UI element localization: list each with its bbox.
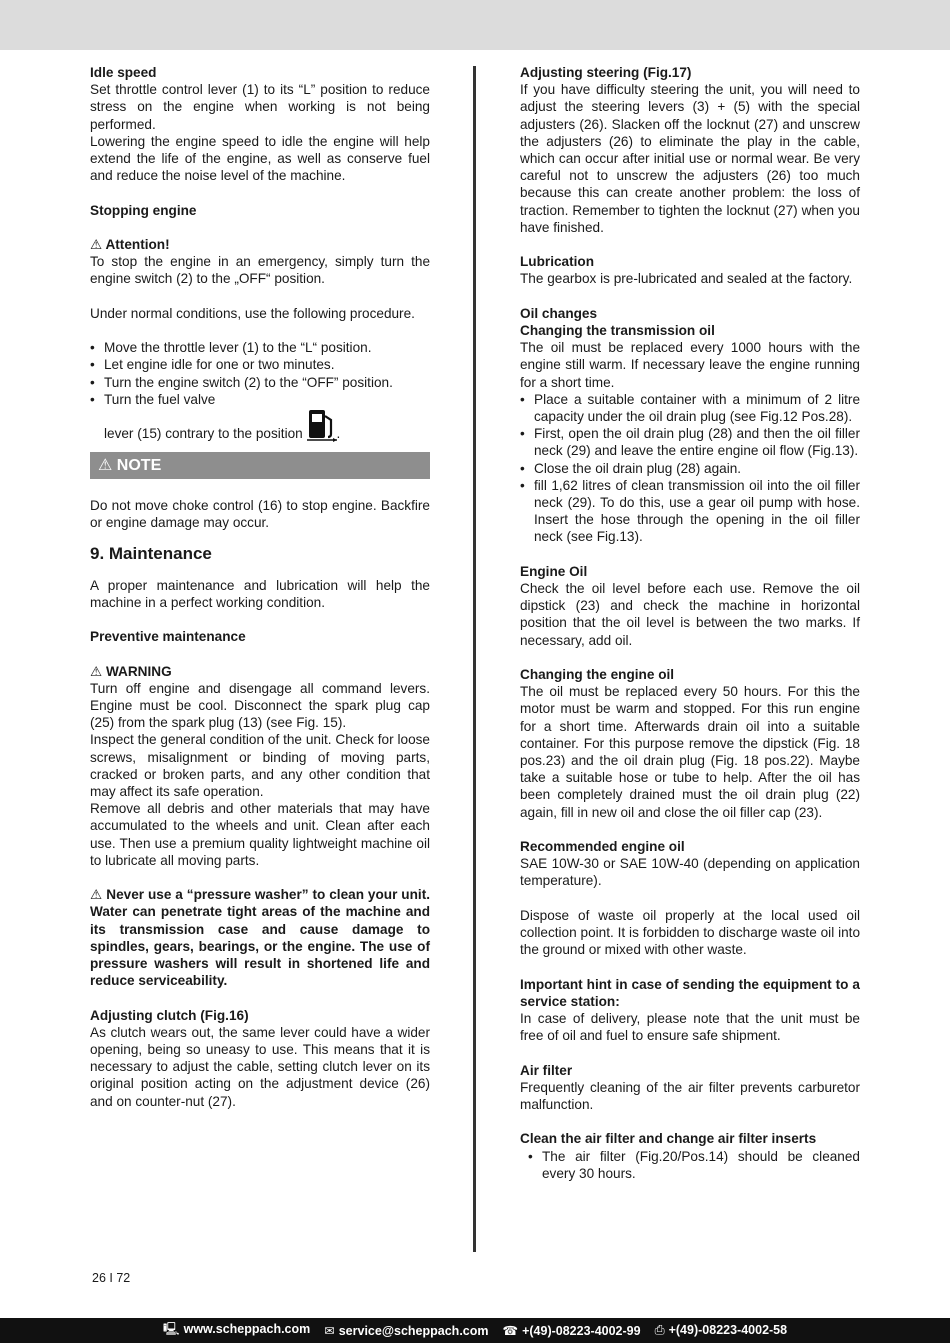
- list-item: • Close the oil drain plug (28) again.: [520, 460, 860, 477]
- list-item-fuel-valve: [90, 391, 430, 442]
- clean-air-filter-list: [520, 1148, 860, 1182]
- adjusting-clutch-heading: Adjusting clutch (Fig.16): [90, 1007, 249, 1023]
- column-divider: [473, 66, 476, 1252]
- stop-procedure-list: [90, 339, 430, 442]
- engine-oil-text: Check the oil level before each use. Remove the oil dipstick (23) and check the machine in horizontal position that the oil level is between the two marks. If necessary, add oil.: [520, 581, 860, 648]
- right-column: [520, 64, 860, 1182]
- service-hint-heading: Important hint in case of sending the equipment to a service station:: [520, 976, 860, 1009]
- footer-bar: [0, 1318, 950, 1343]
- recommended-oil-heading: Recommended engine oil: [520, 839, 685, 855]
- maintenance-heading: 9. Maintenance: [90, 544, 212, 564]
- stopping-engine-heading: Stopping engine: [90, 202, 197, 218]
- fuel-valve-text-1: Turn the fuel valve: [104, 391, 216, 407]
- idle-speed-text: Set throttle control lever (1) to its “L” position to reduce stress on the engine when working is not being performed.: [90, 82, 430, 132]
- stop-emergency-text: To stop the engine in an emergency, simply turn the engine switch (2) to the „OFF“ position.: [90, 254, 430, 287]
- service-hint-text: In case of delivery, please note that the unit must be free of oil and fuel to ensure safe shipment.: [520, 1011, 860, 1044]
- fax-icon: ⎙: [654, 1323, 665, 1337]
- dispose-oil-text: Dispose of waste oil properly at the local used oil collection point. It is forbidden to discharge waste oil into the ground or mixed with other waste.: [520, 907, 860, 958]
- note-banner: ⚠ NOTE: [90, 452, 430, 479]
- warning-text-3: Remove all debris and other materials that may have accumulated to the wheels and unit. Clean after each use. Then use a premium quality lightweight machine oil to lubricate all moving parts.: [90, 801, 430, 868]
- adjusting-steering-heading: Adjusting steering (Fig.17): [520, 65, 692, 80]
- list-item: • Turn the engine switch (2) to the “OFF” position.: [90, 374, 430, 391]
- recommended-oil-text: SAE 10W-30 or SAE 10W-40 (depending on application temperature).: [520, 856, 860, 889]
- header-bar: [0, 0, 950, 50]
- fax-text: +(49)-08223-4002-58: [668, 1323, 788, 1337]
- computer-icon: 🖳: [162, 1322, 180, 1336]
- changing-engine-oil-heading: Changing the engine oil: [520, 667, 675, 683]
- stop-normal-text: Under normal conditions, use the following procedure.: [90, 305, 415, 321]
- maintenance-text: A proper maintenance and lubrication will help the machine in a perfect working condition.: [90, 577, 430, 610]
- warning-heading: ⚠ WARNING: [90, 663, 172, 679]
- clean-air-filter-heading: Clean the air filter and change air filter inserts: [520, 1131, 817, 1147]
- footer-phone[interactable]: [503, 1323, 641, 1338]
- note-text: Do not move choke control (16) to stop engine. Backfire or engine damage may occur.: [90, 498, 430, 531]
- list-item: • Move the throttle lever (1) to the “L“ position.: [90, 339, 430, 356]
- adjusting-clutch-text: As clutch wears out, the same lever could have a wider opening, being so uneasy to use. This means that it is necessary to adjust the cable, setting clutch lever on its original position acting on the adjustment device (26) and on counter-nut (27).: [90, 1024, 430, 1109]
- adjusting-steering-text: If you have difficulty steering the unit, you will need to adjust the steering levers (3) + (5) with the special adjusters (26). Slacken off the locknut (27) and unscrew the adjusters (26) to eliminate the play in the cable, which can occur after initial use or normal wear. Be very careful not to unscrew the adjusters (26) too much because this can create another problem: the loss of traction. Remember to tighten the locknut (27) when you have finished.: [520, 82, 860, 235]
- fuel-valve-end: .: [336, 425, 341, 441]
- list-item: • The air filter (Fig.20/Pos.14) should be cleaned every 30 hours.: [528, 1148, 860, 1182]
- oil-changes-heading: Oil changes: [520, 305, 598, 321]
- changing-engine-oil-text: The oil must be replaced every 50 hours. For this the motor must be warm and stopped. For this run engine for a short time. Afterwards drain oil into a suitable container. For this purpose remove the dipstick (Fig. 18 pos.23) and the oil drain plug (Fig. 18 pos.22). Maybe take a suitable hose or tube to help. After the oil has been completely drained must the oil drain plug (22) again, fill in new oil and close the oil filler cap (23).: [520, 684, 860, 820]
- idle-speed-heading: Idle speed: [90, 65, 157, 80]
- footer-fax[interactable]: [655, 1323, 788, 1338]
- list-item: • fill 1,62 litres of clean transmission oil into the oil filler neck (29). To do this, use a gear oil pump with hose. Insert the hose through the opening in the oil filler neck (see Fig.13).: [520, 477, 860, 546]
- air-filter-heading: Air filter: [520, 1062, 573, 1078]
- left-column: [90, 64, 430, 1110]
- email-text: service@scheppach.com: [338, 1324, 489, 1338]
- phone-icon: ☎: [502, 1324, 519, 1338]
- lubrication-heading: Lubrication: [520, 254, 595, 270]
- lubrication-text: The gearbox is pre-lubricated and sealed at the factory.: [520, 271, 853, 287]
- footer-website[interactable]: [163, 1320, 310, 1341]
- transmission-oil-list: [520, 391, 860, 546]
- footer-email[interactable]: [324, 1323, 488, 1338]
- phone-text: +(49)-08223-4002-99: [522, 1324, 641, 1338]
- fuel-pump-icon: [307, 408, 337, 442]
- preventive-maintenance-heading: Preventive maintenance: [90, 629, 246, 645]
- idle-speed-text-2: Lowering the engine speed to idle the engine will help extend the life of the engine, as well as conserve fuel and reduce the noise level of the machine.: [90, 133, 430, 184]
- website-text: www.scheppach.com: [183, 1322, 311, 1336]
- attention-heading: ⚠ Attention!: [90, 237, 170, 252]
- list-item: • Let engine idle for one or two minutes.: [90, 356, 430, 373]
- warning-text-1: Turn off engine and disengage all command levers. Engine must be cool. Disconnect the spark plug cap (25) from the spark plug (13) (see Fig. 15).: [90, 680, 430, 731]
- warning-text-2: Inspect the general condition of the unit. Check for loose screws, misalignment or binding of moving parts, cracked or broken parts, and any other condition that may affect its safe operation.: [90, 732, 430, 800]
- page-number: 26 I 72: [92, 1271, 131, 1285]
- engine-oil-heading: Engine Oil: [520, 563, 588, 579]
- list-item: • Place a suitable container with a minimum of 2 litre capacity under the oil drain plug (see Fig.12 Pos.28).: [520, 391, 860, 425]
- pressure-washer-warning: ⚠ Never use a “pressure washer” to clean your unit. Water can penetrate tight areas of the machine and its transmission case and cause damage to spindles, gears, bearings, or the engine. The use of pressure washers will result in shortened life and reduce serviceability.: [90, 887, 430, 989]
- air-filter-text: Frequently cleaning of the air filter prevents carburetor malfunction.: [520, 1079, 860, 1113]
- list-item: • First, open the oil drain plug (28) and then the oil filler neck (29) and leave the entire engine oil flow (Fig.13).: [520, 425, 860, 459]
- fuel-valve-text-2: lever (15) contrary to the position: [104, 425, 303, 441]
- mail-icon: ✉: [324, 1324, 335, 1338]
- transmission-oil-heading: Changing the transmission oil: [520, 323, 715, 339]
- transmission-oil-text: The oil must be replaced every 1000 hours with the engine still warm. If necessary leave the engine running for a short time.: [520, 340, 860, 390]
